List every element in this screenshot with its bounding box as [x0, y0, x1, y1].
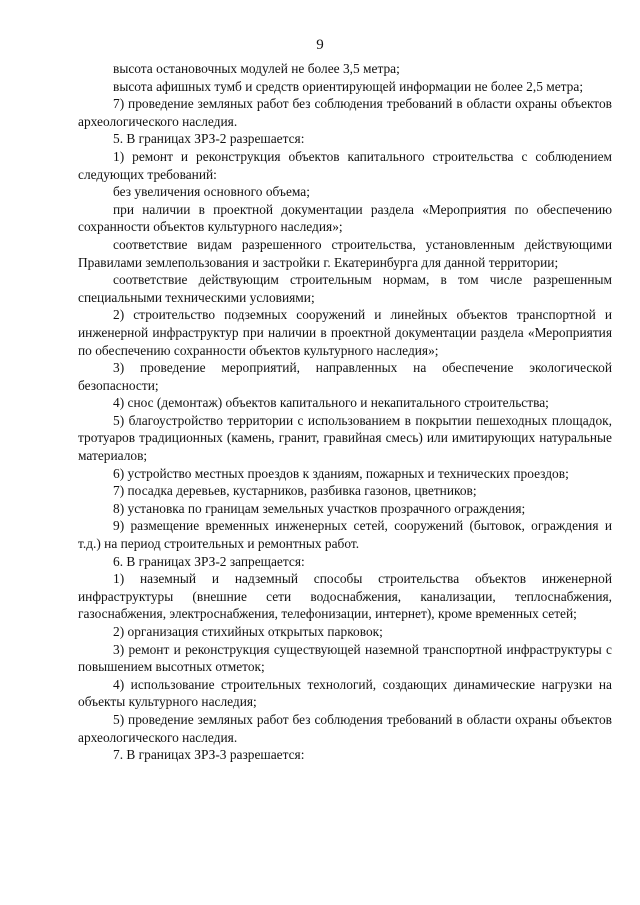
document-body — [78, 60, 612, 764]
paragraph: 6) устройство местных проездов к зданиям, пожарных и технических проездов; — [113, 465, 569, 481]
paragraph: высота остановочных модулей не более 3,5 метра; — [113, 61, 400, 76]
page-number: 9 — [316, 37, 324, 53]
paragraph: 1) ремонт и реконструкция объектов капитального строительства с соблюдением следующих требований: — [78, 148, 612, 182]
section-heading: 7. В границах ЗРЗ-3 разрешается: — [113, 747, 305, 763]
paragraph: 9) размещение временных инженерных сетей, сооружений (бытовок, ограждения и т.д.) на период строительных и ремонтных работ. — [78, 518, 612, 552]
paragraph: 1) наземный и надземный способы строительства объектов инженерной инфраструктуры (внешние сети водоснабжения, канализации, теплоснабжения, газоснабжения, электроснабжения, телефонизации, интернет), кроме временных сетей; — [78, 571, 612, 622]
paragraph: 3) проведение мероприятий, направленных на обеспечение экологической безопасности; — [78, 360, 612, 393]
paragraph: 4) снос (демонтаж) объектов капитального и некапитального строительства; — [113, 395, 549, 411]
paragraph: соответствие видам разрешенного строительства, установленным действующими Правилами землепользования и застройки г. Екатеринбурга для данной территории; — [78, 236, 612, 270]
paragraph: 2) организация стихийных открытых парковок; — [113, 624, 383, 639]
paragraph: 4) использование строительных технологий, создающих динамические нагрузки на объекты культурного наследия; — [78, 676, 612, 710]
section-heading: 5. В границах ЗРЗ-2 разрешается: — [113, 131, 305, 147]
paragraph: 3) ремонт и реконструкция существующей наземной транспортной инфраструктуры с повышением высотных отметок; — [78, 641, 612, 675]
paragraph: 2) строительство подземных сооружений и линейных объектов транспортной и инженерной инфраструктур при наличии в проектной документации раздела «Мероприятия по обеспечению сохранности объектов культурного наследия»; — [78, 307, 612, 358]
paragraph: 7) проведение земляных работ без соблюдения требований в области охраны объектов археологического наследия. — [78, 96, 612, 129]
paragraph: 5) проведение земляных работ без соблюдения требований в области охраны объектов археологического наследия. — [78, 711, 612, 745]
paragraph: без увеличения основного объема; — [113, 184, 310, 200]
paragraph: 5) благоустройство территории с использованием в покрытии пешеходных площадок, тротуаров традиционных (камень, гранит, гравийная смесь) или имитирующих натуральные материалов; — [78, 412, 612, 464]
paragraph: соответствие действующим строительным нормам, в том числе разрешенным специальными техническими условиями; — [78, 272, 612, 305]
paragraph: 7) посадка деревьев, кустарников, разбивка газонов, цветников; — [113, 483, 477, 499]
section-heading: 6. В границах ЗРЗ-2 запрещается: — [113, 553, 305, 569]
paragraph: 8) установка по границам земельных участков прозрачного ограждения; — [113, 500, 526, 516]
paragraph: высота афишных тумб и средств ориентирующей информации не более 2,5 метра; — [113, 78, 584, 94]
paragraph: при наличии в проектной документации раздела «Мероприятия по обеспечению сохранности объектов культурного наследия»; — [78, 201, 612, 235]
